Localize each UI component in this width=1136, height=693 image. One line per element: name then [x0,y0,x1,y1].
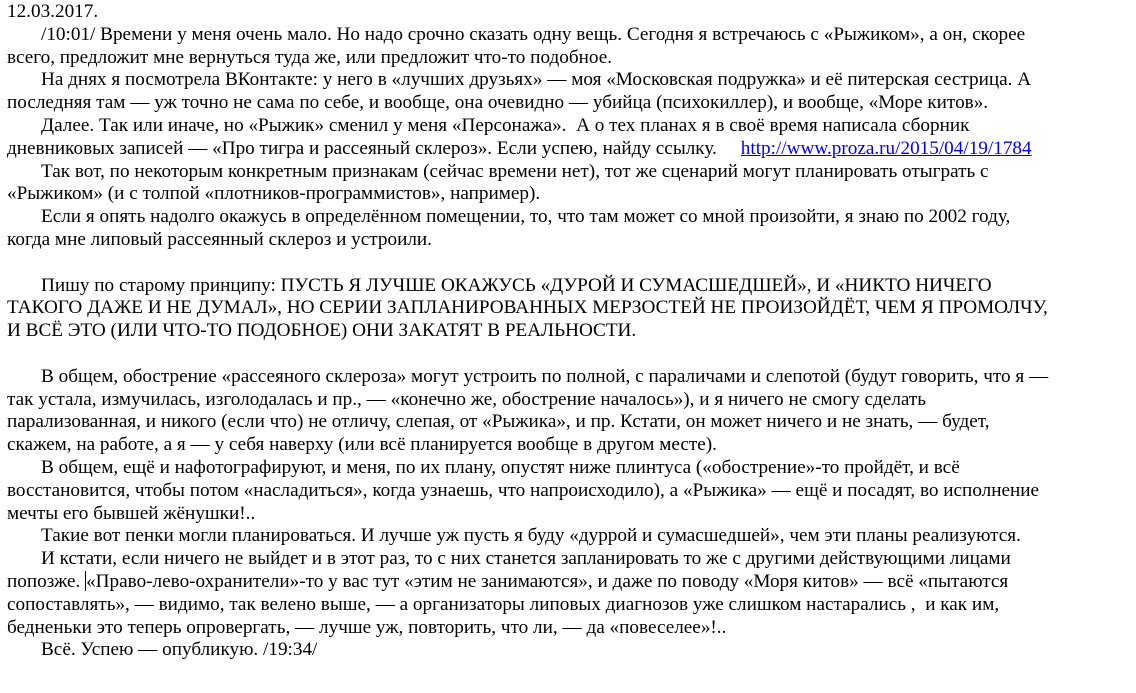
blank-line [7,343,1130,366]
paragraph-text: дневниковых записей — «Про тигра и рассеяный склероз». Если успею, найду ссылку. [7,137,741,159]
paragraph-line: Так вот, по некоторым конкретным признакам (сейчас времени нет), тот же сценарий могут планировать отыграть с [41,160,989,182]
paragraph-text: попозже. [7,570,86,592]
paragraph-line: последняя там — уж точно не сама по себе, и вообще, она очевидно — убийца (психокиллер), и вообще, «Море китов». [7,92,989,114]
paragraph-line [7,571,1130,594]
paragraph-line: И кстати, если ничего не выйдет и в этот раз, то с них станется запланировать то же с другими действующими лицами [41,548,1011,570]
paragraph-text: «Право-лево-охранители»-то у вас тут «этим не занимаются», и даже по поводу «Моря китов» — всё «пытаются [86,570,1009,592]
paragraph-line: И ВСЁ ЭТО (ИЛИ ЧТО-ТО ПОДОБНОЕ) ОНИ ЗАКАТЯТ В РЕАЛЬНОСТИ. [7,320,637,342]
document-date: 12.03.2017. [7,1,99,22]
paragraph-line: Далее. Так или иначе, но «Рыжик» сменил у меня «Персонажа». А о тех планах я в своё время написала сборник [41,114,970,136]
proza-link[interactable]: http://www.proza.ru/2015/04/19/1784 [740,137,1032,159]
paragraph-line: когда мне липовый рассеянный склероз и устроили. [7,228,432,250]
paragraph-line: всего, предложит мне вернуться туда же, или предложит что-то подобное. [7,46,613,68]
paragraph-line: «Рыжиком» (и с толпой «плотников-программистов», например). [7,183,541,205]
paragraph-line: Пишу по старому принципу: ПУСТЬ Я ЛУЧШЕ ОКАЖУСЬ «ДУРОЙ И СУМАСШЕДШЕЙ», И «НИКТО НИЧЕГО [41,274,992,296]
paragraph-line: так устала, измучилась, изголодалась и пр., — «конечно же, обострение началось»), и я ничего не смогу сделать [7,388,927,410]
paragraph-line: мечты его бывшей жёнушки!.. [7,502,256,524]
paragraph-line: На днях я посмотрела ВКонтакте: у него в «лучших друзьях» — моя «Московская подружка» и её питерская сестрица. А [41,69,1032,91]
paragraph-line: В общем, обострение «рассеяного склероза» могут устроить по полной, с параличами и слепотой (будут говорить, что я — [41,365,1049,387]
paragraph-line: бедненьки это теперь опровергать, — лучше уж, повторить, что ли, — да «повеселее»!.. [7,616,727,638]
blank-line [7,252,1130,275]
paragraph-line: скажем, на работе, а я — у себя наверху (или всё планируется вообще в другом месте). [7,434,717,456]
paragraph-line: ТАКОГО ДАЖЕ И НЕ ДУМАЛ», НО СЕРИИ ЗАПЛАНИРОВАННЫХ МЕРЗОСТЕЙ НЕ ПРОИЗОЙДЁТ, ЧЕМ Я ПРОМОЛЧУ, [7,297,1048,319]
paragraph-line: парализованная, и никого (если что) не отличу, слепая, от «Рыжика», и пр. Кстати, он может ничего и не знать, — будет, [7,411,990,433]
paragraph-line: Такие вот пенки могли планироваться. И лучше уж пусть я буду «дуррой и сумасшедшей», чем эти планы реализуются. [41,525,1021,547]
paragraph-line [7,138,1130,161]
paragraph-line: В общем, ещё и нафотографируют, и меня, по их плану, опустят ниже плинтуса («обострение»-то пройдёт, и всё [41,456,960,478]
paragraph-line: Если я опять надолго окажусь в определённом помещении, то, что там может со мной произойти, я знаю по 2002 году, [41,206,1011,228]
paragraph-line: Всё. Успею — опубликую. /19:34/ [41,639,318,661]
paragraph-line: восстановится, чтобы потом «насладиться», когда узнаешь, что напроисходило), а «Рыжика» — ещё и посадят, во исполнение [7,479,1040,501]
paragraph-line: сопоставлять», — видимо, так велено выше, — а организаторы липовых диагнозов уже слишком настарались , и как им, [7,593,1000,615]
paragraph-line: /10:01/ Времени у меня очень мало. Но надо срочно сказать одну вещь. Сегодня я встречаюсь с «Рыжиком», а он, скорее [41,23,1026,45]
